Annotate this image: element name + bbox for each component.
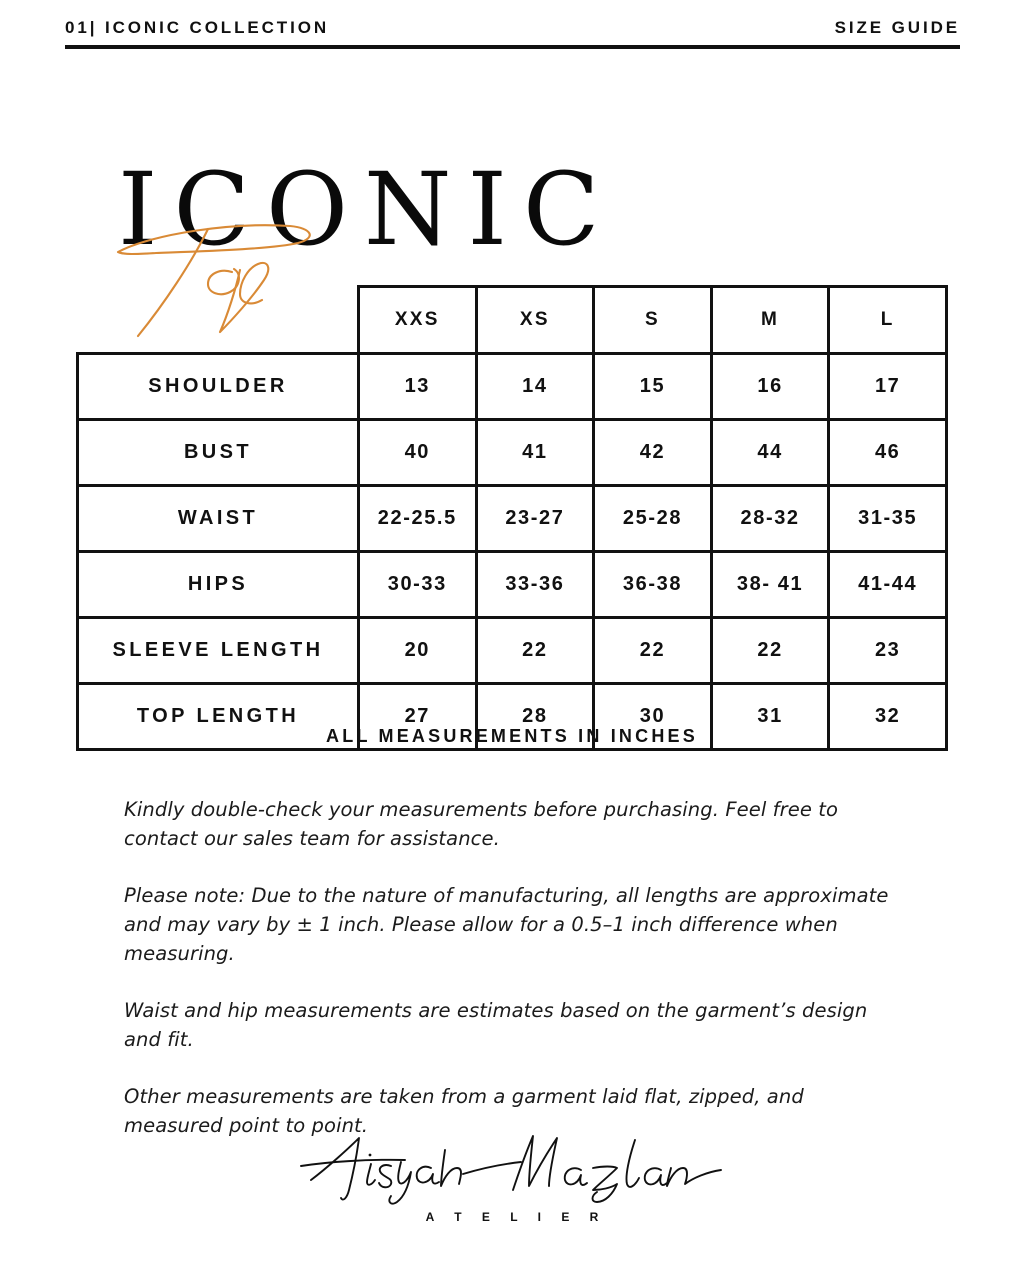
- cell-hips-xxs: 30-33: [359, 552, 477, 618]
- cell-hips-m: 38- 41: [711, 552, 829, 618]
- size-header-s: S: [594, 287, 712, 354]
- cell-waist-xs: 23-27: [476, 486, 594, 552]
- cell-hips-l: 41-44: [829, 552, 947, 618]
- size-header-l: L: [829, 287, 947, 354]
- notes-section: [124, 795, 899, 1140]
- note-paragraph-2: Please note: Due to the nature of manufacturing, all lengths are approximate and may vary by ± 1 inch. Please allow for a 0.5–1 inch difference when measuring.: [124, 884, 889, 965]
- row-label-hips: HIPS: [78, 552, 359, 618]
- measurement-units-note: ALL MEASUREMENTS IN INCHES: [326, 726, 698, 746]
- page-header: [65, 18, 960, 49]
- cell-shoulder-xs: 14: [476, 354, 594, 420]
- cell-shoulder-m: 16: [711, 354, 829, 420]
- cell-sleeve-m: 22: [711, 618, 829, 684]
- cell-sleeve-s: 22: [594, 618, 712, 684]
- document-title: SIZE GUIDE: [834, 18, 960, 37]
- cell-bust-l: 46: [829, 420, 947, 486]
- table-row: [78, 354, 947, 420]
- cell-top-s: 30: [594, 684, 712, 750]
- cell-top-xs: 28: [476, 684, 594, 750]
- cell-waist-s: 25-28: [594, 486, 712, 552]
- logo-wordmark: ICONIC: [118, 151, 616, 268]
- cell-hips-s: 36-38: [594, 552, 712, 618]
- row-label-waist: WAIST: [78, 486, 359, 552]
- atelier-label: A T E L I E R: [425, 1210, 607, 1224]
- cell-waist-m: 28-32: [711, 486, 829, 552]
- cell-shoulder-s: 15: [594, 354, 712, 420]
- row-label-sleeve-length: SLEEVE LENGTH: [78, 618, 359, 684]
- row-label-shoulder: SHOULDER: [78, 354, 359, 420]
- cell-bust-m: 44: [711, 420, 829, 486]
- size-header-xs: XS: [476, 287, 594, 354]
- cell-bust-xs: 41: [476, 420, 594, 486]
- size-header-xxs: XXS: [359, 287, 477, 354]
- size-table: [76, 285, 948, 751]
- cell-waist-xxs: 22-25.5: [359, 486, 477, 552]
- cell-hips-xs: 33-36: [476, 552, 594, 618]
- cell-shoulder-xxs: 13: [359, 354, 477, 420]
- header-row: [65, 18, 960, 38]
- size-header-m: M: [711, 287, 829, 354]
- cell-waist-l: 31-35: [829, 486, 947, 552]
- row-label-top-length: TOP LENGTH: [78, 684, 359, 750]
- table-row: [78, 618, 947, 684]
- signature-aisyah-mazlan: [297, 1128, 727, 1208]
- cell-top-m: 31: [711, 684, 829, 750]
- table-header-row: [78, 287, 947, 354]
- cell-sleeve-xs: 22: [476, 618, 594, 684]
- row-label-bust: BUST: [78, 420, 359, 486]
- table-row: [78, 420, 947, 486]
- footer: [0, 1128, 1024, 1224]
- cell-bust-xxs: 40: [359, 420, 477, 486]
- header-divider: [65, 45, 960, 49]
- table-corner-cell: [78, 287, 359, 354]
- cell-sleeve-xxs: 20: [359, 618, 477, 684]
- cell-shoulder-l: 17: [829, 354, 947, 420]
- note-paragraph-3: Waist and hip measurements are estimates based on the garment’s design and fit.: [124, 999, 868, 1051]
- note-paragraph-4: Other measurements are taken from a garment laid flat, zipped, and measured point to point.: [124, 1085, 804, 1137]
- note-paragraph-1: Kindly double-check your measurements before purchasing. Feel free to contact our sales team for assistance.: [124, 798, 839, 850]
- cell-top-xxs: 27: [359, 684, 477, 750]
- size-table-container: [76, 285, 945, 751]
- cell-bust-s: 42: [594, 420, 712, 486]
- table-row: [78, 486, 947, 552]
- cell-sleeve-l: 23: [829, 618, 947, 684]
- table-row: [78, 552, 947, 618]
- cell-top-l: 32: [829, 684, 947, 750]
- collection-title: 01| ICONIC COLLECTION: [65, 18, 330, 37]
